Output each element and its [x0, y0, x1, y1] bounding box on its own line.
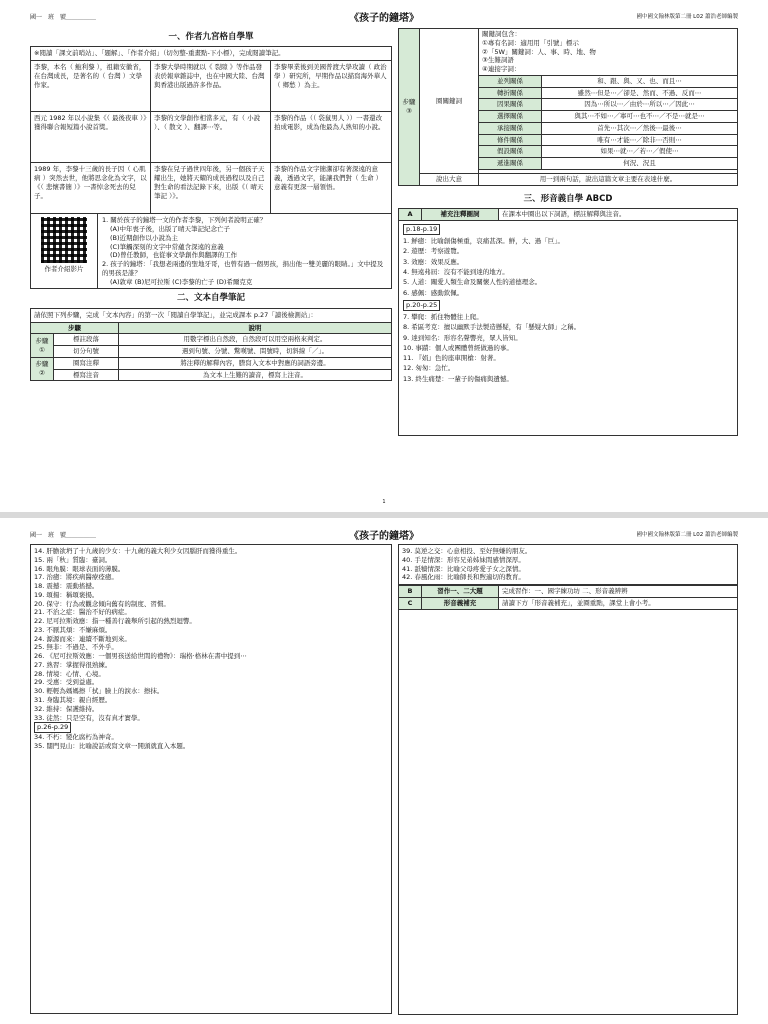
page-ref: p.26-p.29 — [34, 722, 71, 733]
list-item: 29. 受惠：受到益處。 — [34, 678, 99, 687]
relation-words: 與其⋯不如⋯／寧可⋯也不⋯／不是⋯就是⋯ — [542, 111, 738, 123]
c-title: 形音義補充 — [422, 597, 499, 609]
table-row — [31, 346, 392, 358]
page-2 — [0, 512, 768, 1024]
table-row — [31, 357, 392, 369]
phonetic-supplement-area — [398, 610, 738, 1015]
section-1-instructions: ※閱讀「課文前哨站」、「題解」、「作者介紹」（切勿整-重畫點-下小標），完成閱讀筆記。 — [30, 46, 392, 60]
left-column — [30, 28, 392, 381]
b-desc: 完成習作：一、國字練功坊 二、形音義辨辨 — [499, 586, 738, 598]
list-item: 1. 鮮癒：比喻創傷極重，哀痛甚深。鮮，大、過「巨」。 — [403, 237, 565, 246]
list-item: 33. 徒然：只是空有，沒有真才實學。 — [34, 713, 144, 722]
page-ref: p.20-p.25 — [403, 300, 440, 311]
question-zone — [30, 214, 392, 289]
list-item: 18. 震撼：震動搖撼。 — [34, 582, 99, 591]
list-item: 7. 攀爬：抓住物體往上爬。 — [403, 313, 483, 322]
class-number-label: 國一 班 號＿＿＿＿＿ — [30, 532, 97, 539]
list-item: 35. 闊門見山：比喻說話或寫文章一開頭就直入本題。 — [34, 741, 190, 750]
qr-block — [31, 214, 98, 288]
list-item: 28. 情境：心情、心境。 — [34, 669, 105, 678]
intro-line: ④連接字詞： — [482, 65, 521, 74]
list-item: 39. 莫逆之交：心意相投、至好無嫌的朋友。 — [402, 547, 532, 555]
list-item: 3. 效應：效果反應。 — [403, 257, 464, 266]
step-desc: 為文本上生難的讀音，標寫上注音。 — [119, 369, 392, 381]
relation-words: 如果⋯就⋯／若⋯／假使⋯ — [542, 146, 738, 158]
relation-words: 和、跟、與、又、也、而且⋯ — [542, 75, 738, 87]
list-item: 4. 無遠弗屆：沒有不能到達的地方。 — [403, 268, 509, 277]
list-item: 26. 《尼可拉斯效應：一個男孩送給世間的禮物》：瑞格‧格林在書中提到⋯ — [34, 652, 247, 661]
step-action: 標寫注音 — [54, 369, 119, 381]
list-item: 16. 眼角膜：眼球表面的薄膜。 — [34, 564, 125, 573]
table-row — [31, 334, 392, 346]
list-item: 21. 不治之症：醫治不好的病症。 — [34, 608, 131, 617]
list-item: 30. 輕輕為媽媽擦「拭」臉上的淚水：擦抹。 — [34, 687, 164, 696]
page-number: 1 — [382, 499, 386, 506]
q2-options: (A)敦章 (B)尼可拉斯 (C)李黎的亡子 (D)希爾克克 — [110, 277, 253, 286]
page-title: 《孩子的鐘塔》 — [349, 13, 419, 24]
question-2-text: 孩子的鐘塔：「我想老兩邊的聖地牙哥，也曾有過一個男孩，捐出他一雙美麗的眼睛。」文中提及的男孩是誰？ — [102, 260, 384, 277]
list-item: 25. 無非：不過是、不外乎。 — [34, 643, 118, 652]
step-desc: 將注釋的解釋內容，謄寫入文本中對應的詞語旁邊。 — [119, 357, 392, 369]
summary-text: 用一到兩句話，說出這篇文章主要在表達什麼。 — [479, 173, 738, 185]
vocab-list-1 — [398, 221, 738, 436]
source-credit: 國中國文翰林版第二冊 L02 蕭浩老師編製 — [636, 14, 738, 20]
a-desc: 在課本中圈出以下詞語，標註解釋與注音。 — [499, 209, 738, 221]
list-item: 17. 治癒：將疾病醫療痊癒。 — [34, 573, 118, 582]
c-label: C — [399, 597, 422, 609]
list-item: 24. 源源而來：連續不斷地到來。 — [34, 634, 131, 643]
keyword-intro — [479, 29, 738, 76]
col-header-desc: 說明 — [119, 322, 392, 334]
list-item: 27. 熟習：掌握得很熟練。 — [34, 660, 112, 669]
list-item: 34. 不朽：變化腐朽為神奇。 — [34, 733, 118, 742]
list-item: 23. 不厭其煩：不嫌麻煩。 — [34, 625, 112, 634]
grid-cell: 李黎，本名（ 鮑利黎 ），祖籍安徽省，在台灣成長，是著名的（ 台灣 ）文學作家。 — [31, 61, 151, 112]
c-desc: 請讀下方「形音義補充」，並圈重點，課堂上會小考。 — [499, 597, 738, 609]
section-3-title: 三、形音義自學 ABCD — [523, 193, 613, 204]
list-item: 40. 手足情深：形容兄弟姊妹間感情深厚。 — [402, 555, 525, 564]
col-header-step: 步驟 — [31, 322, 119, 334]
list-item: 20. 保守：行為或觀念傾向舊有的制度、習慣。 — [34, 599, 170, 608]
qr-caption: 作者介紹影片 — [44, 265, 84, 274]
q1-option: (C)筆觸深刻的文字中常蘊含深遠的意義 — [110, 242, 224, 251]
page-title: 《孩子的鐘塔》 — [349, 531, 419, 542]
relation-name: 因果關係 — [479, 99, 542, 111]
summary-label: 說出大意 — [420, 173, 479, 185]
steps-table — [30, 322, 392, 382]
list-item: 41. 舐犢情深：比喻父母疼愛子女之深情。 — [402, 564, 525, 573]
grid-cell: 李黎的作品（（ 袋鼠男人 ））一書還改拍成電影，成為他最為人熟知的小說。 — [271, 112, 391, 163]
grid-cell: 西元 1982 年以小說集《（ 最後夜車 ）》獲得聯合報短篇小說首獎。 — [31, 112, 151, 163]
bc-header-table — [398, 585, 738, 610]
question-2: 2. 孩子的鐘塔：「我想老兩邊的聖地牙哥，也曾有過一個男孩，捐出他一雙美麗的眼睛。」文中提及的男孩是誰？ — [102, 260, 384, 277]
grid-cell: 1989 年，李黎十三歲的長子因（ 心肌病 ）突然去世，他將思念化為文字，以《（ 悲懷書簡 ）》一書悼念死去的兒子。 — [31, 163, 151, 214]
right-column — [398, 28, 738, 436]
list-item: 8. 希區考克：擅以幽默手法製造懸疑，有「懸疑大師」之稱。 — [403, 323, 581, 332]
step-label: 步驟① — [31, 334, 54, 358]
list-item: 42. 春風化雨：比喻師長和煦適切的教育。 — [402, 573, 525, 582]
qr-code-icon[interactable] — [41, 217, 87, 263]
intro-line: ③生難詞語 — [482, 56, 514, 65]
step-action: 圈寫注釋 — [54, 357, 119, 369]
list-item: 5. 人道：關愛人類生命及關懷人性的道德理念。 — [403, 278, 542, 287]
relation-name: 並列關係 — [479, 75, 542, 87]
questions — [98, 214, 391, 288]
question-1-text: 關於孩子的鐘塔一文的作者李黎，下列何者說明正確？ — [110, 216, 267, 225]
grid-cell: 李黎大學時期就以《 裂隙 》等作品發表於報章雜誌中，也在中國大陸、台灣與香港出版過許多作品。 — [151, 61, 271, 112]
question-1: 1. 關於孩子的鐘塔一文的作者李黎，下列何者說明正確？ — [102, 216, 267, 225]
list-item: 31. 身臨其境：親自經歷。 — [34, 696, 112, 705]
relation-name: 承接關係 — [479, 122, 542, 134]
list-item: 13. 終生痛楚：一輩子的傷痛與遺憾。 — [403, 374, 513, 383]
step-action: 切分句號 — [54, 346, 119, 358]
section-1-title: 一、作者九宮格自學單 — [168, 32, 254, 42]
relation-name: 假設關係 — [479, 146, 542, 158]
relation-words: 因為⋯所以⋯／由於⋯所以⋯／因此⋯ — [542, 99, 738, 111]
b-label: B — [399, 586, 422, 598]
list-item: 14. 肝膽欲坍了十九歲的少女：十九歲的義大利少女因腦肝而獲得重生。 — [34, 547, 242, 555]
q1-option: (B)近期創作以小說為主 — [110, 233, 179, 242]
step-action: 標註段落 — [54, 334, 119, 346]
list-item: 19. 頌揚：稱頌褒揚。 — [34, 590, 99, 599]
keyword-table — [398, 28, 738, 186]
grid-cell: 李黎畢業後到美國普渡大學攻讀（ 政治學 ）研究所，早期作品以描寫海外華人（ 鄉愁 ）為主。 — [271, 61, 391, 112]
list-item: 10. 事蹟：個人或團體曾經做過的事。 — [403, 343, 513, 352]
step-desc: 遇到句號、分號、驚嘆號、問號時，切斜線「／」。 — [119, 346, 392, 358]
relation-name: 遞進關係 — [479, 158, 542, 170]
relation-words: 雖然⋯但是⋯／卻是、然而、不過、反而⋯ — [542, 87, 738, 99]
list-item: 6. 感佩：感動欽佩。 — [403, 288, 464, 297]
intro-line: 關鍵詞包含： — [482, 30, 521, 38]
relation-words: 何況、況且 — [542, 158, 738, 170]
table-row — [31, 369, 392, 381]
vocab-list-2 — [30, 544, 392, 1014]
page-ref: p.18-p.19 — [403, 224, 440, 235]
relation-name: 條件關係 — [479, 134, 542, 146]
author-nine-grid — [30, 60, 392, 214]
source-credit: 國中國文翰林版第二冊 L02 蕭浩老師編製 — [636, 532, 738, 538]
section-3-a-header — [398, 208, 738, 221]
step-label: 步驟② — [31, 357, 54, 381]
right-column-2 — [398, 544, 738, 1015]
q1-option: (D)曾任教師，也從事文學創作與翻譯的工作 — [110, 251, 238, 260]
grid-cell: 李黎的文學創作相當多元，有（ 小說 ）、（ 散文 ）、翻譯⋯等。 — [151, 112, 271, 163]
grid-cell: 李黎的作品文字簡潔卻有著深遠的意義，透過文字，能讓我們對（ 生命 ）意義有更深一層領悟。 — [271, 163, 391, 214]
section-2-title: 二、文本自學筆記 — [176, 293, 245, 304]
list-item: 15. 兩「秋」質臨：臺詞。 — [34, 555, 112, 564]
list-item: 32. 維持：保護維持。 — [34, 704, 99, 713]
intro-line: ①專有名詞：適用用「引號」標示 — [482, 38, 579, 47]
q1-option: (A)中年喪子後，出版了晴天筆記紀念亡子 — [110, 225, 231, 233]
summary-row — [399, 173, 738, 185]
list-item: 22. 尼可拉斯效應：指一種善行義舉所引起的熱烈迴響。 — [34, 617, 196, 626]
a-title: 補充注釋圈詞 — [422, 209, 499, 221]
step-desc: 用數字標出自然段，自然段可以用空兩格來判定。 — [119, 334, 392, 346]
a-label: A — [399, 209, 422, 221]
grid-cell: 李黎在兒子過世四年後，另一個孩子天耀出生，她將天耀的成長過程以及自己對生命的看法記錄下來，出版《（ 晴天筆記 ）》。 — [151, 163, 271, 214]
list-item: 12. 匆匆：急忙。 — [403, 364, 455, 373]
relation-name: 轉折關係 — [479, 87, 542, 99]
list-item: 11. 『娟』色的座車開槍：射著。 — [403, 354, 500, 363]
step-3-label: 步驟③ — [399, 29, 420, 186]
relation-name: 選擇關係 — [479, 111, 542, 123]
intro-line: ②「5W」關鍵詞：人、事、時、地、物 — [482, 47, 596, 56]
page-header — [30, 530, 738, 542]
list-item: 9. 達到知名：形容名聲響亮，眾人皆知。 — [403, 333, 522, 342]
relation-words: 唯有⋯才能⋯／除非⋯否則⋯ — [542, 134, 738, 146]
class-number-label: 國一 班 號＿＿＿＿＿ — [30, 14, 97, 21]
vocab-list-3 — [398, 544, 738, 585]
list-item: 2. 遊歷：考察遊覽。 — [403, 247, 464, 256]
page-header — [30, 12, 738, 24]
section-2-instructions: 請依照下列步驟，完成「文本內容」的第一次「閱讀自學筆記」，並完成課本 p.27「讀後檢測站」： — [30, 308, 392, 322]
b-title: 習作一、二大題 — [422, 586, 499, 598]
relation-words: 首先⋯其次⋯／然後⋯最後⋯ — [542, 122, 738, 134]
key-label: 圈關鍵詞 — [420, 29, 479, 174]
